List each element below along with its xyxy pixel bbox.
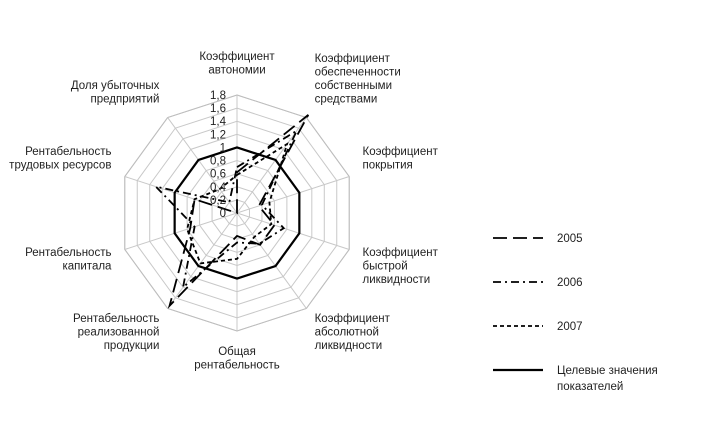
tick-label: 0,8 bbox=[210, 155, 226, 168]
tick-label: 1,2 bbox=[210, 129, 226, 142]
tick-label: 1,6 bbox=[210, 103, 226, 116]
legend-label-3: Целевые значения показателей bbox=[557, 365, 658, 393]
axis-label: Коэффициент обеспеченности собственными средствами bbox=[314, 53, 401, 106]
axis-label: Рентабельность реализованной продукции bbox=[73, 312, 160, 352]
grid-spoke bbox=[168, 118, 237, 213]
legend-label-2: 2007 bbox=[557, 321, 583, 333]
tick-label: 0 bbox=[219, 208, 226, 220]
legend-label-0: 2005 bbox=[557, 233, 583, 245]
axis-label: Общая рентабельность bbox=[194, 346, 280, 372]
tick-label: 1 bbox=[219, 142, 226, 155]
legend-label-1: 2006 bbox=[557, 277, 583, 289]
axis-label: Рентабельность трудовых ресурсов bbox=[9, 146, 112, 172]
grid-spoke bbox=[237, 213, 306, 308]
axis-label: Доля убыточных предприятий bbox=[70, 80, 160, 106]
tick-label: 0,6 bbox=[210, 168, 226, 181]
grid-spoke bbox=[237, 177, 349, 213]
axis-label: Рентабельность капитала bbox=[25, 246, 112, 273]
axis-label: Коэффициент автономии bbox=[199, 51, 275, 77]
axis-label: Коэффициент абсолютной ликвидности bbox=[314, 312, 390, 352]
tick-label: 0,2 bbox=[210, 194, 226, 207]
tick-label: 0,4 bbox=[210, 181, 226, 194]
grid-spoke bbox=[168, 213, 237, 308]
grid-spoke bbox=[237, 118, 306, 213]
tick-label: 1,4 bbox=[210, 116, 226, 129]
axis-label: Коэффициент быстрой ликвидности bbox=[362, 246, 438, 286]
axis-label: Коэффициент покрытия bbox=[362, 146, 438, 172]
tick-label: 1,8 bbox=[210, 90, 226, 102]
